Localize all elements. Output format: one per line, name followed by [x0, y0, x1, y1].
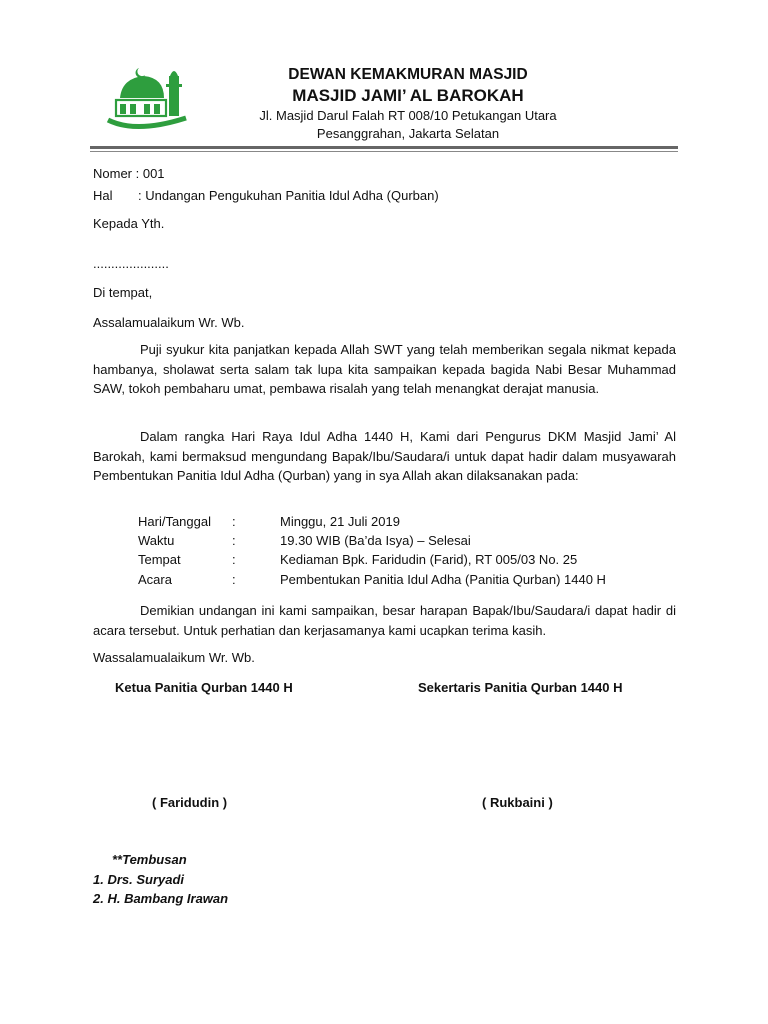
detail-value: 19.30 WIB (Ba’da Isya) – Selesai — [280, 533, 471, 548]
signature-right-title: Sekertaris Panitia Qurban 1440 H — [418, 680, 623, 695]
subject-value: : Undangan Pengukuhan Panitia Idul Adha (Qurban) — [138, 188, 439, 203]
letterhead-divider-thin — [90, 151, 678, 152]
signature-left-name: ( Faridudin ) — [152, 795, 228, 810]
addressee-location: Di tempat, — [93, 285, 153, 300]
cc-heading: **Tembusan — [112, 852, 187, 867]
detail-value: Kediaman Bpk. Faridudin (Farid), RT 005/03 No. 25 — [280, 552, 578, 567]
detail-value: Minggu, 21 Juli 2019 — [280, 514, 400, 529]
paragraph-3: Demikian undangan ini kami sampaikan, besar harapan Bapak/Ibu/Saudara/i dapat hadir di acara tersebut. Untuk perhatian dan kerjasamanya kami ucapkan terima kasih. — [93, 603, 676, 638]
cc-item: 2. H. Bambang Irawan — [93, 891, 229, 906]
subject-label: Hal — [93, 188, 113, 203]
addressee-placeholder: ..................... — [93, 256, 169, 271]
detail-colon: : — [232, 514, 236, 529]
address-line1: Jl. Masjid Darul Falah RT 008/10 Petukangan Utara — [259, 108, 557, 123]
addressee-label: Kepada Yth. — [93, 216, 165, 231]
detail-label: Tempat — [138, 552, 181, 567]
detail-label: Acara — [138, 572, 172, 587]
org-name-line1: DEWAN KEMAKMURAN MASJID — [288, 66, 528, 83]
detail-label: Hari/Tanggal — [138, 514, 211, 529]
org-name-line2: MASJID JAMI’ AL BAROKAH — [292, 86, 524, 105]
paragraph-2: Dalam rangka Hari Raya Idul Adha 1440 H, Kami dari Pengurus DKM Masjid Jami’ Al Barokah, kami bermaksud mengundang Bapak/Ibu/Saudara/i untuk dapat hadir dalam musyawarah Pembentukan Panitia Idul Adha (Qurban) yang in sya Allah akan dilaksanakan pada: — [93, 429, 676, 484]
detail-colon: : — [232, 552, 236, 567]
detail-label: Waktu — [138, 533, 175, 548]
closing-greeting: Wassalamualaikum Wr. Wb. — [93, 650, 255, 665]
detail-colon: : — [232, 572, 236, 587]
signature-left-title: Ketua Panitia Qurban 1440 H — [115, 680, 293, 695]
paragraph-1: Puji syukur kita panjatkan kepada Allah SWT yang telah memberikan segala nikmat kepada hambanya, sholawat serta salam tak lupa kita sampaikan kepada bagida Nabi Besar Muhammad SAW, tokoh pembaharu umat, pembawa risalah yang telah menangkat derajat manusia. — [93, 342, 676, 397]
signature-right-name: ( Rukbaini ) — [482, 795, 553, 810]
mosque-icon — [106, 62, 188, 132]
letterhead-divider-thick — [90, 146, 678, 149]
address-line2: Pesanggrahan, Jakarta Selatan — [316, 126, 500, 141]
detail-colon: : — [232, 533, 236, 548]
cc-item: 1. Drs. Suryadi — [93, 872, 185, 887]
opening-greeting: Assalamualaikum Wr. Wb. — [93, 315, 245, 330]
letter-number: Nomer : 001 — [93, 166, 165, 181]
detail-value: Pembentukan Panitia Idul Adha (Panitia Qurban) 1440 H — [280, 572, 606, 587]
